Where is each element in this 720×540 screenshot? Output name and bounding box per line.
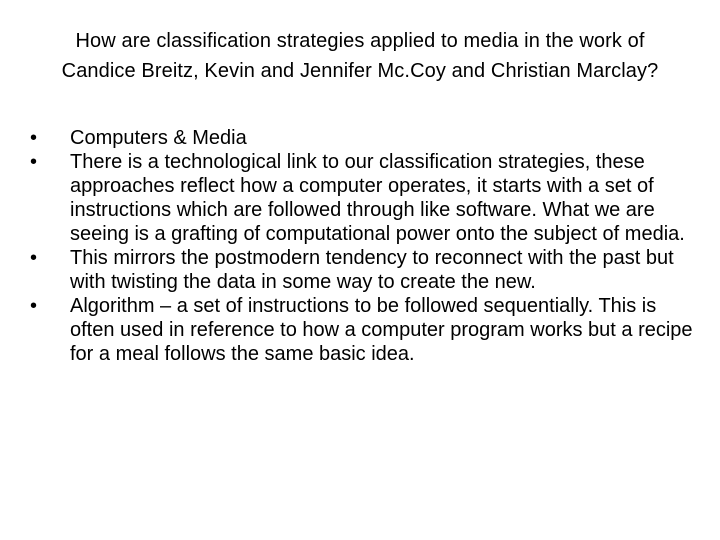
slide-title-line-1: How are classification strategies applied to media in the work of — [75, 30, 645, 52]
bullet-text: There is a technological link to our classification strategies, these approaches reflect how a computer operates, it starts with a set of instructions which are followed through like software. What we are seeing is a grafting of computational power onto the subject of media. — [70, 151, 685, 245]
slide-title-line-2: Candice Breitz, Kevin and Jennifer Mc.Coy and Christian Marclay? — [61, 60, 659, 82]
bullet-text: This mirrors the postmodern tendency to reconnect with the past but with twisting the data in some way to create the new. — [70, 247, 674, 293]
bullet-dot-icon: • — [30, 295, 38, 317]
bullet-dot-icon: • — [30, 127, 38, 149]
bullet-item — [26, 294, 698, 366]
bullet-item — [26, 150, 698, 246]
bullet-item — [26, 246, 698, 294]
bullet-list — [26, 126, 698, 366]
bullet-dot-icon: • — [30, 247, 38, 269]
slide-title — [30, 26, 690, 86]
bullet-text: Algorithm – a set of instructions to be followed sequentially. This is often used in reference to how a computer program works but a recipe for a meal follows the same basic idea. — [70, 295, 693, 365]
bullet-text: Computers & Media — [70, 127, 247, 149]
bullet-dot-icon: • — [30, 151, 38, 173]
bullet-item — [26, 126, 698, 150]
